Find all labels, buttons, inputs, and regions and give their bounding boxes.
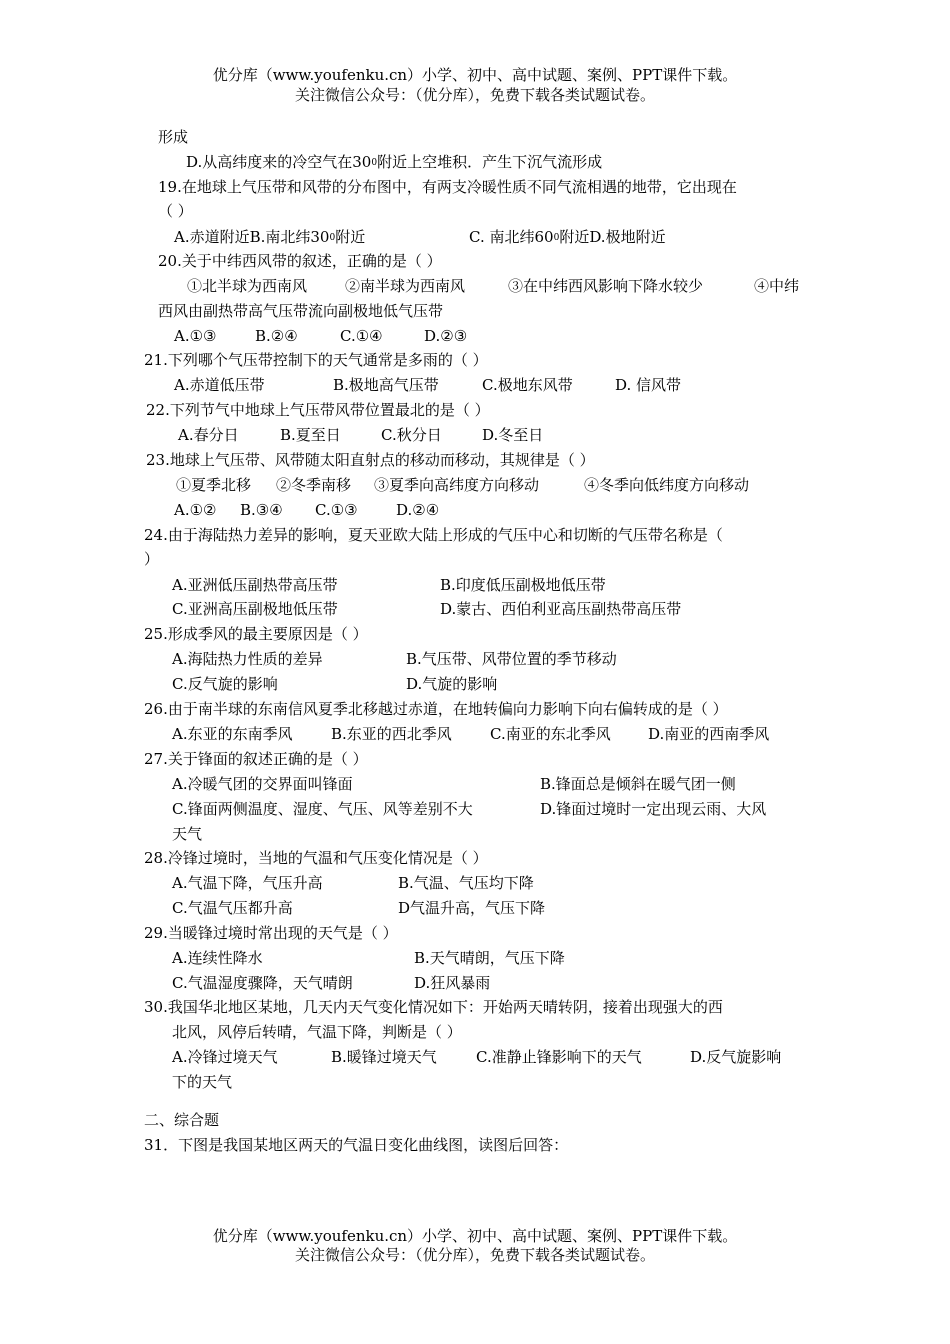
q29-option-c: C.气温湿度骤降，天气晴朗 (172, 974, 353, 992)
q24-stem-cont: ） (144, 550, 160, 568)
q19-options-cd: C. 南北纬$60^0$附近D.极地附近 (469, 228, 666, 246)
q23-option-b: B.③④ (240, 501, 283, 519)
page-footer-line1: 优分库（www.youfenku.cn）小学、初中、高中试题、案例、PPT课件下载。 (212, 1227, 738, 1245)
q30-option-c: C.准静止锋影响下的天气 (476, 1048, 642, 1066)
q30-stem-cont: 北风，风停后转晴，气温下降，判断是（ ） (172, 1023, 462, 1041)
q24-option-a: A.亚洲低压副热带高压带 (172, 576, 338, 594)
q25-stem: 25.形成季风的最主要原因是（ ） (144, 625, 368, 643)
q26-option-c: C.南亚的东北季风 (490, 725, 611, 743)
q29-option-b: B.天气晴朗，气压下降 (414, 949, 565, 967)
q23-option-c: C.①③ (315, 501, 358, 519)
q27-option-c: C.锋面两侧温度、湿度、气压、风等差别不大 (172, 800, 473, 818)
page-header-line1: 优分库（www.youfenku.cn）小学、初中、高中试题、案例、PPT课件下载。 (212, 66, 738, 84)
q30-option-b: B.暖锋过境天气 (331, 1048, 437, 1066)
q30-option-d: D.反气旋影响 (690, 1048, 782, 1066)
q29-option-a: A.连续性降水 (172, 949, 263, 967)
q26-option-b: B.东亚的西北季风 (331, 725, 452, 743)
q20-item-4: ④中纬 (754, 277, 800, 295)
q28-option-b: B.气温、气压均下降 (398, 874, 534, 892)
q30-stem: 30.我国华北地区某地，几天内天气变化情况如下：开始两天晴转阴，接着出现强大的西 (144, 998, 723, 1016)
q23-item-4: ④冬季向低纬度方向移动 (584, 476, 750, 494)
q29-option-d: D.狂风暴雨 (414, 974, 491, 992)
q27-option-d-cont: 天气 (172, 825, 203, 843)
q25-option-d: D.气旋的影响 (406, 675, 498, 693)
q27-stem: 27.关于锋面的叙述正确的是（ ） (144, 750, 368, 768)
q20-option-b: B.②④ (255, 327, 298, 345)
q21-option-d: D. 信风带 (615, 376, 682, 394)
q18-option-d: D.从高纬度来的冷空气在$30^0$附近上空堆积．产生下沉气流形成 (186, 153, 603, 171)
q25-option-b: B.气压带、风带位置的季节移动 (406, 650, 617, 668)
q22-option-c: C.秋分日 (381, 426, 442, 444)
q20-item-1: ①北半球为西南风 (187, 277, 308, 295)
q20-option-c: C.①④ (340, 327, 383, 345)
q21-option-b: B.极地高气压带 (333, 376, 439, 394)
q26-option-a: A.东亚的东南季风 (172, 725, 293, 743)
page-header-line2: 关注微信公众号：（优分库），免费下载各类试题试卷。 (294, 86, 655, 104)
q30-option-d-cont: 下的天气 (172, 1073, 233, 1091)
q20-item-2: ②南半球为西南风 (345, 277, 466, 295)
q25-option-a: A.海陆热力性质的差异 (172, 650, 323, 668)
q27-option-d: D.锋面过境时一定出现云雨、大风 (540, 800, 767, 818)
q24-option-c: C.亚洲高压副极地低压带 (172, 600, 338, 618)
q30-option-a: A.冷锋过境天气 (172, 1048, 278, 1066)
q22-stem: 22.下列节气中地球上气压带风带位置最北的是（ ） (146, 401, 490, 419)
q20-item-4-cont: 西风由副热带高气压带流向副极地低气压带 (158, 302, 444, 320)
q28-option-c: C.气温气压都升高 (172, 899, 293, 917)
q19-options-ab: A.赤道附近B.南北纬$30^0$附近 (174, 228, 366, 246)
q21-option-c: C.极地东风带 (482, 376, 573, 394)
q28-option-a: A.气温下降，气压升高 (172, 874, 323, 892)
q29-stem: 29.当暖锋过境时常出现的天气是（ ） (144, 924, 398, 942)
q27-option-b: B.锋面总是倾斜在暖气团一侧 (540, 775, 736, 793)
q23-stem: 23.地球上气压带、风带随太阳直射点的移动而移动，其规律是（ ） (146, 451, 595, 469)
q21-stem: 21.下列哪个气压带控制下的天气通常是多雨的（ ） (144, 351, 488, 369)
q28-option-d: D气温升高，气压下降 (398, 899, 546, 917)
q24-option-b: B.印度低压副极地低压带 (440, 576, 606, 594)
q23-option-a: A.①② (174, 501, 217, 519)
q24-option-d: D.蒙古、西伯利亚高压副热带高压带 (440, 600, 682, 618)
q22-option-d: D.冬至日 (482, 426, 544, 444)
q20-item-3: ③在中纬西风影响下降水较少 (508, 277, 704, 295)
q31-stem: 31．下图是我国某地区两天的气温日变化曲线图，读图后回答： (144, 1136, 569, 1154)
q23-option-d: D.②④ (396, 501, 440, 519)
q26-stem: 26.由于南半球的东南信风夏季北移越过赤道，在地转偏向力影响下向右偏转成的是（ ） (144, 700, 728, 718)
q26-option-d: D.南亚的西南季风 (648, 725, 770, 743)
section-title: 二、综合题 (144, 1111, 220, 1129)
q23-item-2: ②冬季南移 (276, 476, 352, 494)
q23-item-3: ③夏季向高纬度方向移动 (374, 476, 540, 494)
q20-option-d: D.②③ (424, 327, 468, 345)
q19-stem: 19.在地球上气压带和风带的分布图中，有两支冷暖性质不同气流相遇的地带，它出现在 (158, 178, 737, 196)
q25-option-c: C.反气旋的影响 (172, 675, 278, 693)
q22-option-b: B.夏至日 (280, 426, 341, 444)
q20-option-a: A.①③ (174, 327, 217, 345)
q21-option-a: A.赤道低压带 (174, 376, 265, 394)
q20-stem: 20.关于中纬西风带的叙述，正确的是（ ） (158, 252, 442, 270)
q27-option-a: A.冷暖气团的交界面叫锋面 (172, 775, 353, 793)
q18-continuation: 形成 (158, 128, 189, 146)
page-footer-line2: 关注微信公众号：（优分库），免费下载各类试题试卷。 (294, 1246, 655, 1264)
q19-stem-cont: （ ） (158, 202, 193, 220)
q22-option-a: A.春分日 (178, 426, 239, 444)
q28-stem: 28.冷锋过境时，当地的气温和气压变化情况是（ ） (144, 849, 488, 867)
q24-stem: 24.由于海陆热力差异的影响，夏天亚欧大陆上形成的气压中心和切断的气压带名称是（ (144, 526, 723, 544)
q23-item-1: ①夏季北移 (176, 476, 252, 494)
